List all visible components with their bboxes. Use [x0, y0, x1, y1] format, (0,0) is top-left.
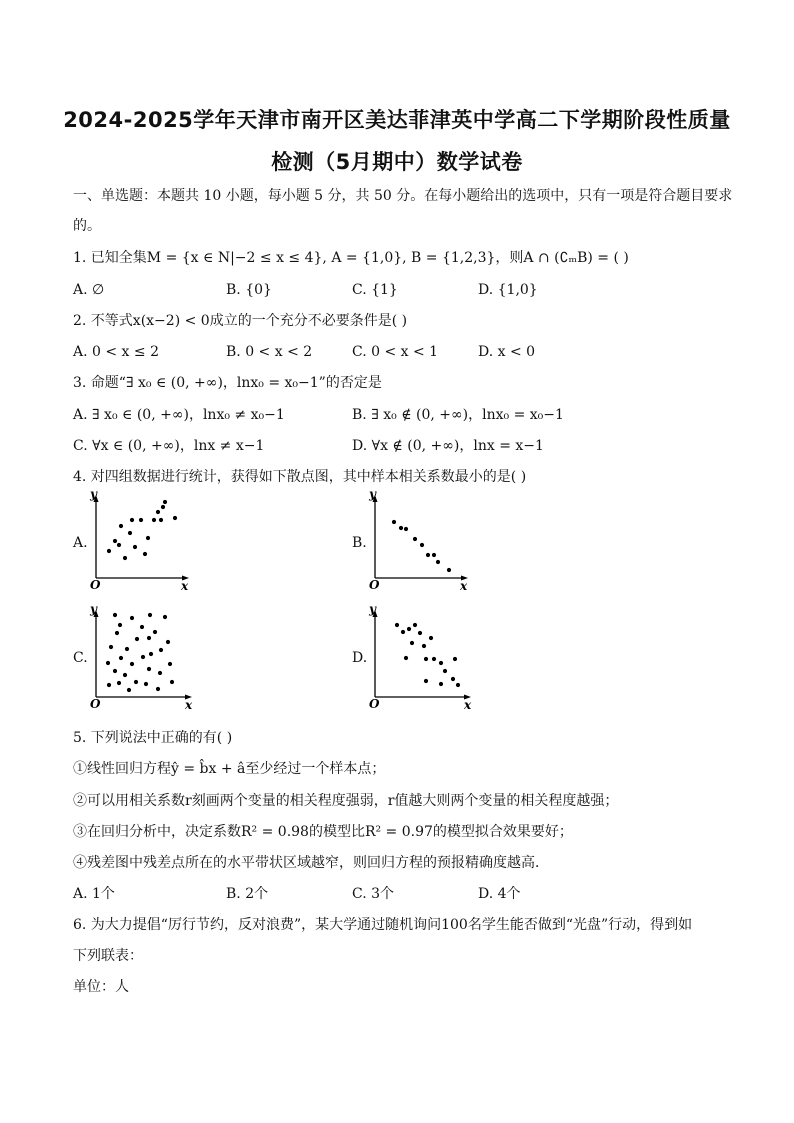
scatter-point — [404, 656, 408, 660]
question-2-option-a: A. 0 < x ≤ 2 — [73, 344, 159, 360]
question-5-option-a: A. 1个 — [73, 886, 115, 902]
scatter-point — [418, 631, 422, 635]
question-5-stem: 5. 下列说法中正确的有( ) — [73, 730, 233, 746]
scatter-point — [159, 518, 163, 522]
scatter-point — [117, 681, 121, 685]
scatter-point — [147, 667, 151, 671]
scatter-point — [140, 625, 144, 629]
question-4-option-a: A. — [73, 535, 88, 551]
scatter-point — [443, 669, 447, 673]
question-4-option-b: B. — [352, 535, 367, 551]
scatter-point — [113, 669, 117, 673]
scatter-point — [144, 682, 148, 686]
scatter-point — [133, 545, 137, 549]
scatter-point — [424, 657, 428, 661]
exam-title-line-1: 2024-2025学年天津市南开区美达菲津英中学高二下学期阶段性质量 — [63, 108, 731, 132]
question-5-option-c: C. 3个 — [352, 886, 395, 902]
scatter-point — [125, 647, 129, 651]
question-6-unit: 单位：人 — [73, 979, 129, 995]
question-3-option-a: A. ∃ x₀ ∈ (0, +∞)，lnx₀ ≠ x₀−1 — [73, 407, 285, 423]
scatter-point — [410, 641, 414, 645]
exam-title-line-2: 检测（5月期中）数学试卷 — [271, 150, 523, 174]
scatter-point — [148, 613, 152, 617]
scatter-point — [447, 568, 451, 572]
section-intro-cont: 的。 — [73, 218, 101, 234]
question-4-stem: 4. 对四组数据进行统计，获得如下散点图，其中样本相关系数最小的是( ) — [73, 469, 527, 485]
scatter-point — [139, 518, 143, 522]
question-2-stem: 2. 不等式x(x−2) < 0成立的一个充分不必要条件是( ) — [73, 313, 408, 329]
y-axis-label: y — [90, 490, 97, 501]
scatter-point — [401, 630, 405, 634]
scatter-point — [113, 539, 117, 543]
scatter-point — [127, 688, 131, 692]
scatter-point — [404, 527, 408, 531]
scatter-point — [429, 636, 433, 640]
scatter-point — [173, 516, 177, 520]
question-5-statement-4: ④残差图中残差点所在的水平带状区域越窄，则回归方程的预报精确度越高． — [73, 855, 549, 871]
scatter-point — [163, 500, 167, 504]
y-axis-label: y — [369, 490, 376, 501]
question-5-statement-3: ③在回归分析中，决定系数R² = 0.98的模型比R² = 0.97的模型拟合效果要好； — [73, 824, 573, 840]
question-2-option-c: C. 0 < x < 1 — [352, 344, 439, 360]
question-5-statement-1: ①线性回归方程ŷ = b̂x + â至少经过一个样本点； — [73, 761, 386, 777]
section-intro: 一、单选题：本题共 10 小题，每小题 5 分，共 50 分。在每小题给出的选项中，只有一项是符合题目要求 — [73, 188, 733, 204]
scatter-point — [456, 683, 460, 687]
question-4-option-c: C. — [73, 650, 88, 666]
question-1-option-b: B. {0} — [226, 282, 272, 298]
question-1-option-d: D. {1,0} — [478, 282, 538, 298]
scatter-plot-c — [88, 605, 200, 711]
scatter-plot-b — [367, 490, 477, 594]
origin-label: O — [90, 697, 101, 711]
origin-label: O — [90, 578, 101, 592]
scatter-point — [413, 537, 417, 541]
question-5-statement-2: ②可以用相关系数r刻画两个变量的相关程度强弱，r值越大则两个变量的相关程度越强； — [73, 793, 619, 809]
scatter-point — [161, 505, 165, 509]
scatter-point — [107, 549, 111, 553]
x-axis-label: x — [185, 698, 193, 711]
scatter-point — [128, 531, 132, 535]
scatter-point — [106, 661, 110, 665]
question-3-option-d: D. ∀x ∉ (0, +∞)，lnx = x−1 — [352, 438, 544, 454]
scatter-point — [163, 615, 167, 619]
x-axis-label: x — [460, 579, 468, 593]
question-6-stem: 6. 为大力提倡“厉行节约，反对浪费”，某大学通过随机询问100名学生能否做到“光盘”行动，得到如 — [73, 917, 693, 933]
scatter-point — [451, 677, 455, 681]
scatter-point — [123, 556, 127, 560]
scatter-point — [422, 644, 426, 648]
question-3-option-c: C. ∀x ∈ (0, +∞)，lnx ≠ x−1 — [73, 438, 265, 454]
scatter-point — [135, 637, 139, 641]
question-1-option-a: A. ∅ — [73, 282, 105, 298]
scatter-point — [399, 526, 403, 530]
scatter-point — [109, 645, 113, 649]
y-axis-label: y — [369, 605, 376, 616]
scatter-point — [115, 631, 119, 635]
question-1-stem: 1. 已知全集M = {x ∈ N|−2 ≤ x ≤ 4}, A = {1,0}, B = {1,2,3}，则A ∩ (∁ₘB) = ( ) — [73, 250, 629, 266]
scatter-point — [413, 623, 417, 627]
scatter-point — [170, 680, 174, 684]
scatter-point — [130, 518, 134, 522]
question-2-option-b: B. 0 < x < 2 — [226, 344, 313, 360]
x-axis-label: x — [181, 579, 189, 593]
scatter-point — [424, 679, 428, 683]
question-1-option-c: C. {1} — [352, 282, 398, 298]
scatter-point — [453, 657, 457, 661]
question-4-option-d: D. — [352, 650, 368, 666]
scatter-point — [156, 687, 160, 691]
scatter-point — [141, 655, 145, 659]
scatter-point — [420, 543, 424, 547]
scatter-point — [107, 683, 111, 687]
scatter-point — [432, 657, 436, 661]
scatter-point — [147, 636, 151, 640]
scatter-plot-d — [367, 605, 479, 711]
origin-label: O — [369, 697, 380, 711]
scatter-point — [118, 623, 122, 627]
scatter-point — [130, 662, 134, 666]
scatter-point — [130, 616, 134, 620]
scatter-point — [153, 630, 157, 634]
origin-label: O — [369, 578, 380, 592]
question-5-option-b: B. 2个 — [226, 886, 269, 902]
x-axis-label: x — [464, 698, 472, 711]
question-5-option-d: D. 4个 — [478, 886, 521, 902]
scatter-point — [113, 613, 117, 617]
scatter-point — [156, 510, 160, 514]
scatter-point — [149, 652, 153, 656]
scatter-point — [395, 623, 399, 627]
question-6-stem-cont: 下列联表： — [73, 948, 143, 964]
scatter-point — [436, 560, 440, 564]
scatter-point — [159, 648, 163, 652]
scatter-point — [123, 673, 127, 677]
scatter-point — [166, 640, 170, 644]
scatter-point — [158, 671, 162, 675]
scatter-point — [119, 524, 123, 528]
scatter-point — [117, 543, 121, 547]
scatter-point — [168, 662, 172, 666]
scatter-point — [407, 627, 411, 631]
scatter-point — [392, 520, 396, 524]
scatter-point — [143, 552, 147, 556]
scatter-point — [119, 656, 123, 660]
scatter-point — [146, 536, 150, 540]
scatter-point — [152, 518, 156, 522]
question-3-stem: 3. 命题“∃ x₀ ∈ (0, +∞)，lnx₀ = x₀−1”的否定是 — [73, 375, 382, 391]
question-3-option-b: B. ∃ x₀ ∉ (0, +∞)，lnx₀ = x₀−1 — [352, 407, 564, 423]
scatter-plot-a — [88, 490, 198, 594]
question-2-option-d: D. x < 0 — [478, 344, 536, 360]
scatter-point — [432, 553, 436, 557]
scatter-point — [134, 680, 138, 684]
y-axis-label: y — [90, 605, 97, 616]
scatter-point — [439, 661, 443, 665]
scatter-point — [439, 682, 443, 686]
scatter-point — [426, 553, 430, 557]
